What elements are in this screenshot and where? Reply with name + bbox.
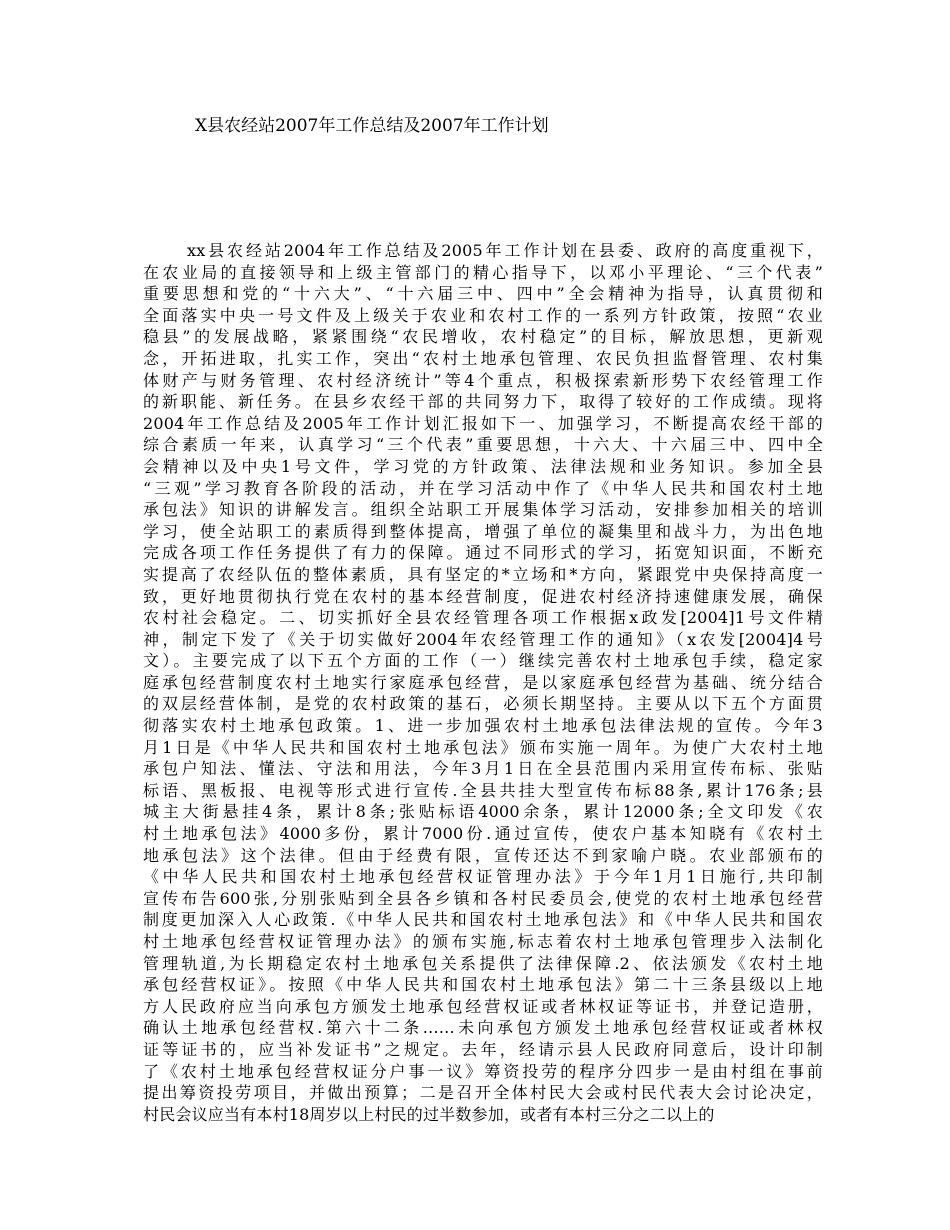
paragraph-line: 综合素质一年来，认真学习“三个代表”重要思想，十六大、十六届三中、四中全 bbox=[143, 435, 823, 455]
paragraph-line: 地承包法》这个法律。但由于经费有限，宣传还达不到家喻户晓。农业部颁布的 bbox=[143, 845, 823, 865]
paragraph-line: 文）。主要完成了以下五个方面的工作（一）继续完善农村土地承包手续，稳定家 bbox=[143, 651, 823, 671]
paragraph-line: 村土地承包经营权证管理办法》的颁布实施,标志着农村土地承包管理步入法制化 bbox=[143, 932, 823, 951]
paragraph-line: 提出筹资投劳项目，并做出预算；二是召开全体村民大会或村民代表大会讨论决定， bbox=[143, 1083, 823, 1103]
paragraph-line: 制度更加深入人心政策.《中华人民共和国农村土地承包法》和《中华人民共和国农 bbox=[143, 910, 823, 930]
paragraph-line: 城主大街悬挂4条，累计8条;张贴标语4000余条，累计12000条;全文印发《农 bbox=[143, 802, 823, 822]
paragraph-line: 的新职能、新任务。在县乡农经干部的共同努力下，取得了较好的工作成绩。现将 bbox=[143, 392, 823, 412]
paragraph-line: 实提高了农经队伍的整体素质，具有坚定的*立场和*方向，紧跟党中央保持高度一 bbox=[143, 564, 823, 584]
paragraph-line: 神，制定下发了《关于切实做好2004年农经管理工作的通知》（x农发[2004]4号 bbox=[143, 629, 823, 649]
paragraph-line: 庭承包经营制度农村土地实行家庭承包经营，是以家庭承包经营为基础、统分结合 bbox=[143, 672, 823, 692]
paragraph-line: 承包经营权证》。按照《中华人民共和国农村土地承包法》第二十三条县级以上地 bbox=[143, 975, 823, 995]
paragraph-line: 承包法》知识的讲解发言。组织全站职工开展集体学习活动，安排参加相关的培训 bbox=[143, 500, 823, 520]
paragraph-line: 村土地承包法》4000多份，累计7000份.通过宣传，使农户基本知晓有《农村土 bbox=[143, 824, 823, 844]
paragraph-line: xx县农经站2004年工作总结及2005年工作计划在县委、政府的高度重视下， bbox=[187, 241, 823, 260]
paragraph-line: 农村社会稳定。二、切实抓好全县农经管理各项工作根据x政发[2004]1号文件精 bbox=[143, 608, 823, 628]
paragraph-line: 致，更好地贯彻执行党在农村的基本经营制度，促进农村经济持速健康发展，确保 bbox=[143, 586, 823, 606]
paragraph-line: 证等证书的，应当补发证书”之规定。去年，经请示县人民政府同意后，设计印制 bbox=[143, 1039, 823, 1059]
paragraph-line: 管理轨道,为长期稳定农村土地承包关系提供了法律保障.2、依法颁发《农村土地 bbox=[143, 953, 823, 973]
paragraph-line: 承包户知法、懂法、守法和用法，今年3月1日在全县范围内采用宣传布标、张贴 bbox=[143, 759, 823, 779]
paragraph-line: 念，开拓进取，扎实工作，突出“农村土地承包管理、农民负担监督管理、农村集 bbox=[143, 348, 823, 368]
paragraph-line: 体财产与财务管理、农村经济统计”等4个重点，积极探索新形势下农经管理工作 bbox=[143, 370, 823, 390]
paragraph-line: 《中华人民共和国农村土地承包经营权证管理办法》于今年1月1日施行,共印制 bbox=[143, 867, 823, 887]
paragraph-line: 村民会议应当有本村18周岁以上村民的过半数参加，或者有本村三分之二以上的 bbox=[143, 1104, 715, 1124]
paragraph-line: 彻落实农村土地承包政策。1、进一步加强农村土地承包法律法规的宣传。今年3 bbox=[143, 716, 823, 736]
document-body bbox=[143, 240, 823, 1125]
paragraph-line: “三观”学习教育各阶段的活动，并在学习活动中作了《中华人民共和国农村土地 bbox=[143, 478, 823, 498]
paragraph-line: 了《农村土地承包经营权证分户事一议》筹资投劳的程序分四步一是由村组在事前 bbox=[143, 1061, 823, 1081]
paragraph-line: 在农业局的直接领导和上级主管部门的精心指导下，以邓小平理论、“三个代表” bbox=[143, 262, 823, 282]
paragraph-line: 稳县”的发展战略，紧紧围绕“农民增收，农村稳定”的目标，解放思想，更新观 bbox=[143, 327, 823, 347]
paragraph-line: 月1日是《中华人民共和国农村土地承包法》颁布实施一周年。为使广大农村土地 bbox=[143, 737, 823, 757]
paragraph-line: 标语、黑板报、电视等形式进行宣传.全县共挂大型宣传布标88条,累计176条;县 bbox=[143, 780, 823, 800]
paragraph-line: 学习，使全站职工的素质得到整体提高，增强了单位的凝集里和战斗力，为出色地 bbox=[143, 521, 823, 541]
paragraph-line: 的双层经营体制，是党的农村政策的基石，必须长期坚持。主要从以下五个方面贯 bbox=[143, 694, 823, 714]
paragraph-line: 确认土地承包经营权.第六十二条……未向承包方颁发土地承包经营权证或者林权 bbox=[143, 1018, 823, 1038]
paragraph-line: 完成各项工作任务提供了有力的保障。通过不同形式的学习，拓宽知识面，不断充 bbox=[143, 543, 823, 563]
paragraph-line: 全面落实中央一号文件及上级关于农业和农村工作的一系列方针政策，按照“农业 bbox=[143, 305, 823, 325]
paragraph-line: 重要思想和党的“十六大”、“十六届三中、四中”全会精神为指导，认真贯彻和 bbox=[143, 284, 823, 304]
document-title: X县农经站2007年工作总结及2007年工作计划 bbox=[195, 116, 549, 136]
paragraph-line: 宣传布告600张,分别张贴到全县各乡镇和各村民委员会,使党的农村土地承包经营 bbox=[143, 888, 823, 908]
paragraph-line: 2004年工作总结及2005年工作计划汇报如下一、加强学习，不断提高农经干部的 bbox=[143, 413, 823, 433]
paragraph-line: 方人民政府应当向承包方颁发土地承包经营权证或者林权证等证书，并登记造册， bbox=[143, 996, 823, 1016]
paragraph-line: 会精神以及中央1号文件，学习党的方针政策、法律法规和业务知识。参加全县 bbox=[143, 456, 823, 476]
